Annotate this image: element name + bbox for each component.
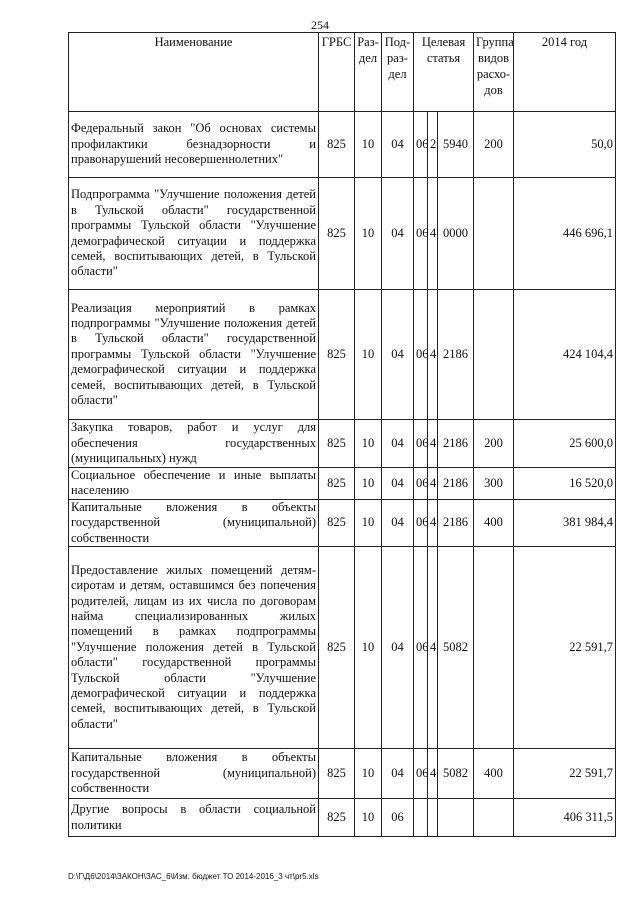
row-cs-program: 06 [414, 749, 428, 799]
row-vid-rashodov [474, 799, 514, 837]
table-row [69, 499, 616, 546]
row-amount: 22 591,7 [514, 547, 616, 749]
row-podrazdel: 06 [382, 799, 414, 837]
header-year-2014: 2014 год [514, 33, 616, 112]
row-cs-direction [438, 799, 474, 837]
row-amount: 22 591,7 [514, 749, 616, 799]
table-row [69, 290, 616, 420]
row-name: Капитальные вложения в объекты государственной (муниципальной) собственности [69, 499, 319, 546]
row-razdel: 10 [355, 178, 382, 290]
row-name: Федеральный закон "Об основах системы профилактики безнадзорности и правонарушений несовершеннолетних" [69, 112, 319, 178]
row-amount: 50,0 [514, 112, 616, 178]
row-amount: 406 311,5 [514, 799, 616, 837]
row-grbs: 825 [319, 468, 355, 500]
header-grbs: ГРБС [319, 33, 355, 112]
row-cs-program: 06 [414, 547, 428, 749]
header-gruppa-vidov: Группа видов расхо- дов [474, 33, 514, 112]
row-podrazdel: 04 [382, 749, 414, 799]
row-grbs: 825 [319, 499, 355, 546]
table-row [69, 749, 616, 799]
row-cs-subprogram [428, 799, 438, 837]
row-cs-direction: 5082 [438, 749, 474, 799]
row-podrazdel: 04 [382, 420, 414, 468]
row-cs-subprogram: 4 [428, 749, 438, 799]
table-row [69, 799, 616, 837]
row-grbs: 825 [319, 749, 355, 799]
header-celevaya-statya: Целевая статья [414, 33, 474, 112]
row-name: Реализация мероприятий в рамках подпрограммы "Улучшение положения детей в Тульской области" государственной программы Тульской области "Улучшение демографической ситуации и поддержка семей, воспитывающих детей, в Тульской области" [69, 290, 319, 420]
table-row [69, 112, 616, 178]
page-number: 254 [311, 18, 329, 32]
row-razdel: 10 [355, 547, 382, 749]
row-razdel: 10 [355, 290, 382, 420]
row-cs-program: 06 [414, 499, 428, 546]
row-cs-program: 06 [414, 112, 428, 178]
table-row [69, 420, 616, 468]
table-header-row [69, 33, 616, 112]
row-amount: 424 104,4 [514, 290, 616, 420]
table-row [69, 547, 616, 749]
header-podrazdel: Под- раз- дел [382, 33, 414, 112]
row-amount: 446 696,1 [514, 178, 616, 290]
row-cs-direction: 5082 [438, 547, 474, 749]
row-cs-direction: 2186 [438, 499, 474, 546]
row-amount: 16 520,0 [514, 468, 616, 500]
row-vid-rashodov: 400 [474, 749, 514, 799]
row-podrazdel: 04 [382, 112, 414, 178]
row-grbs: 825 [319, 420, 355, 468]
row-razdel: 10 [355, 749, 382, 799]
row-razdel: 10 [355, 468, 382, 500]
row-podrazdel: 04 [382, 178, 414, 290]
row-cs-direction: 2186 [438, 290, 474, 420]
row-grbs: 825 [319, 112, 355, 178]
row-grbs: 825 [319, 178, 355, 290]
row-cs-subprogram: 2 [428, 112, 438, 178]
row-name: Закупка товаров, работ и услуг для обеспечения государственных (муниципальных) нужд [69, 420, 319, 468]
row-cs-program: 06 [414, 178, 428, 290]
row-cs-subprogram: 4 [428, 420, 438, 468]
table-row [69, 178, 616, 290]
row-name: Подпрограмма "Улучшение положения детей в Тульской области" государственной программы Тульской области "Улучшение демографической ситуации и поддержка семей, воспитывающих детей, в Тульской области" [69, 178, 319, 290]
row-amount: 25 600,0 [514, 420, 616, 468]
row-podrazdel: 04 [382, 499, 414, 546]
header-name: Наименование [69, 33, 319, 112]
row-vid-rashodov [474, 290, 514, 420]
row-podrazdel: 04 [382, 290, 414, 420]
row-cs-direction: 5940 [438, 112, 474, 178]
table-row [69, 468, 616, 500]
header-razdel: Раз- дел [355, 33, 382, 112]
row-name: Социальное обеспечение и иные выплаты населению [69, 468, 319, 500]
row-cs-subprogram: 4 [428, 178, 438, 290]
row-cs-program: 06 [414, 468, 428, 500]
row-razdel: 10 [355, 112, 382, 178]
row-cs-subprogram: 4 [428, 468, 438, 500]
row-cs-direction: 2186 [438, 420, 474, 468]
row-vid-rashodov: 400 [474, 499, 514, 546]
row-podrazdel: 04 [382, 547, 414, 749]
row-vid-rashodov [474, 547, 514, 749]
row-cs-program [414, 799, 428, 837]
row-name: Капитальные вложения в объекты государственной (муниципальной) собственности [69, 749, 319, 799]
row-name: Предоставление жилых помещений детям-сиротам и детям, оставшимся без попечения родителей, лицам из их числа по договорам найма специализированных жилых помещений в рамках подпрограммы "Улучшение положения детей в Тульской области" государственной программы Тульской области "Улучшение демографической ситуации и поддержка семей, воспитывающих детей, в Тульской области" [69, 547, 319, 749]
row-vid-rashodov: 300 [474, 468, 514, 500]
row-grbs: 825 [319, 547, 355, 749]
row-cs-program: 06 [414, 290, 428, 420]
row-podrazdel: 04 [382, 468, 414, 500]
row-cs-subprogram: 4 [428, 290, 438, 420]
row-grbs: 825 [319, 799, 355, 837]
file-path-footer: D:\Г\Д6\2014\ЗАКОН\ЗАС_6\Изм. бюджет ТО 2014-2016_3 чт\pr5.xls [68, 872, 319, 881]
budget-table [68, 32, 616, 837]
row-amount: 381 984,4 [514, 499, 616, 546]
row-razdel: 10 [355, 799, 382, 837]
row-razdel: 10 [355, 499, 382, 546]
row-grbs: 825 [319, 290, 355, 420]
row-razdel: 10 [355, 420, 382, 468]
row-vid-rashodov [474, 178, 514, 290]
row-cs-subprogram: 4 [428, 547, 438, 749]
row-cs-subprogram: 4 [428, 499, 438, 546]
row-name: Другие вопросы в области социальной политики [69, 799, 319, 837]
row-vid-rashodov: 200 [474, 420, 514, 468]
row-cs-program: 06 [414, 420, 428, 468]
row-cs-direction: 0000 [438, 178, 474, 290]
row-vid-rashodov: 200 [474, 112, 514, 178]
row-cs-direction: 2186 [438, 468, 474, 500]
